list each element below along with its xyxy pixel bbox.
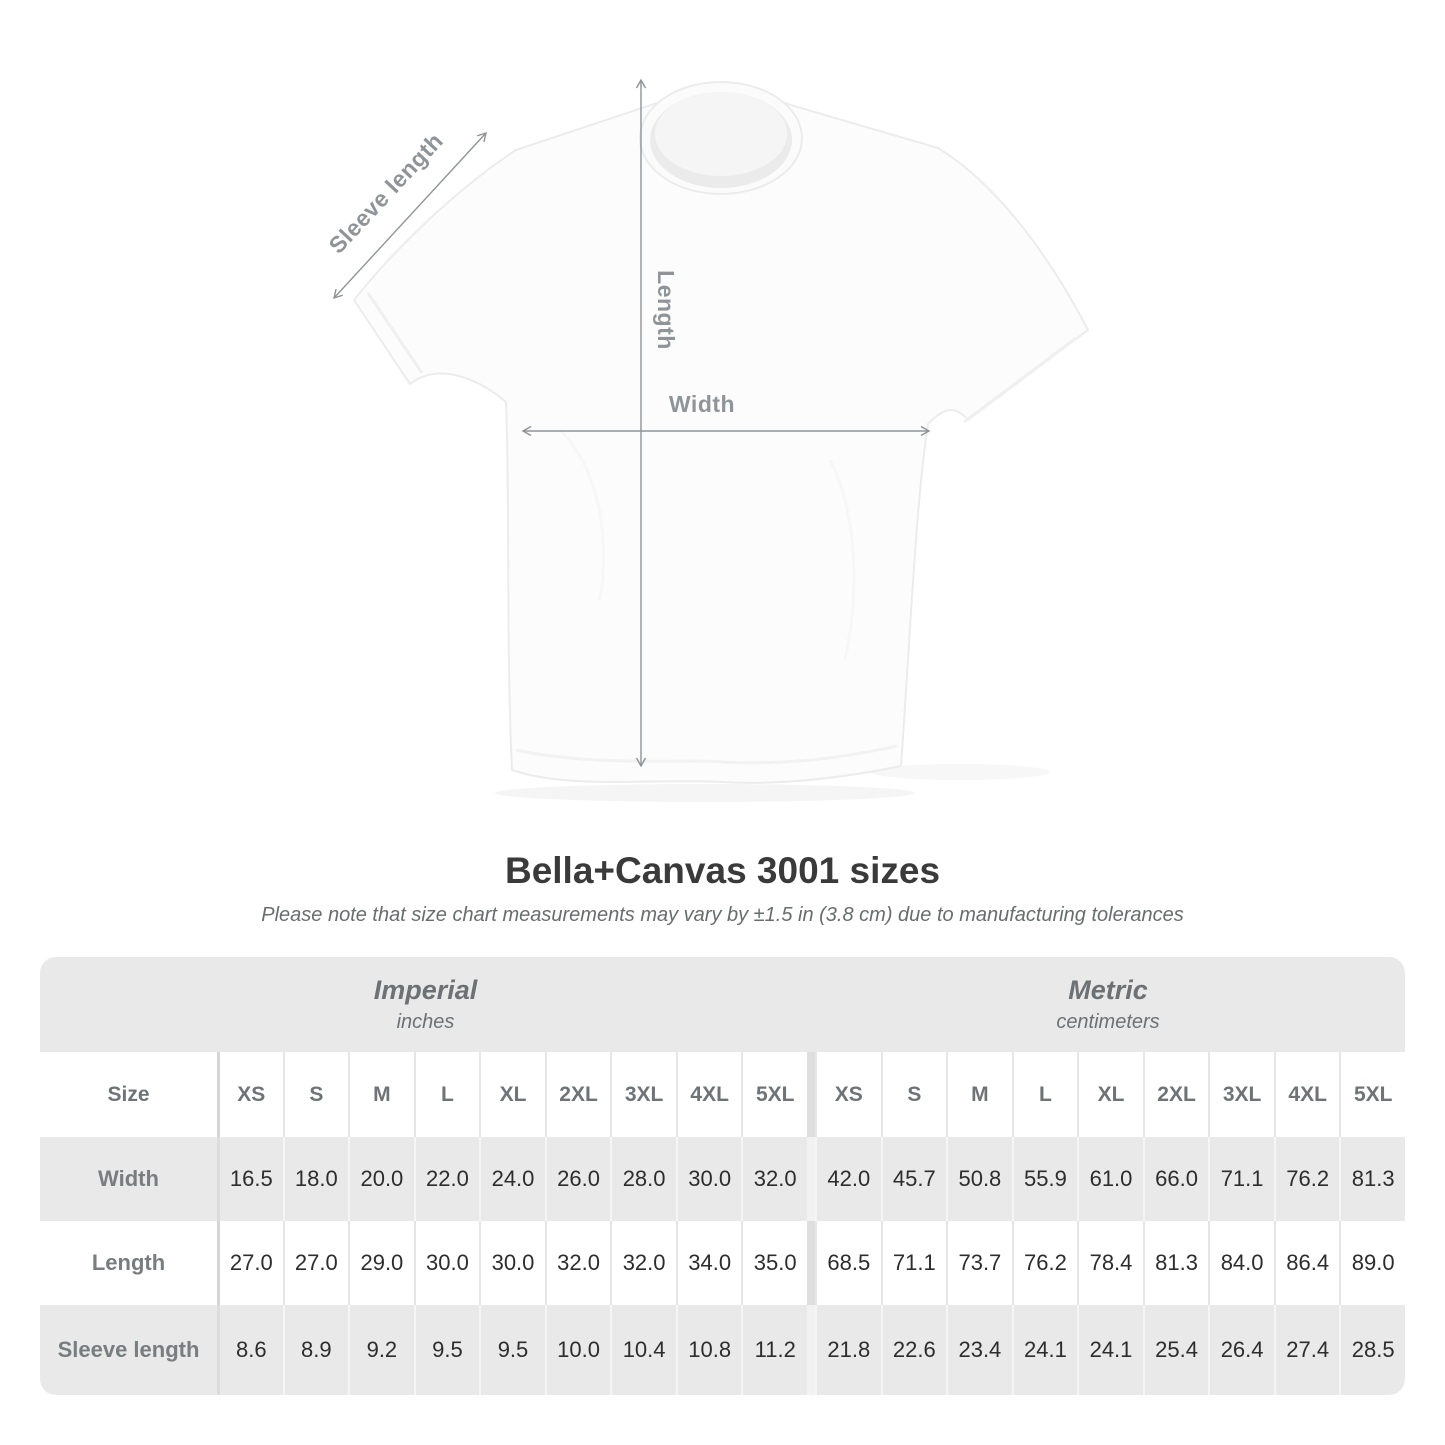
- size-column-header: 5XL: [1339, 1052, 1405, 1137]
- measurement-cell: 9.2: [348, 1305, 414, 1395]
- size-column-header: 3XL: [1208, 1052, 1274, 1137]
- size-column-header: XL: [1077, 1052, 1143, 1137]
- size-column-header: 5XL: [741, 1052, 807, 1137]
- metric-unit: centimeters: [1056, 1011, 1160, 1033]
- measurement-cell: 8.9: [283, 1305, 349, 1395]
- section-divider: [807, 1305, 815, 1395]
- measurement-row: [40, 1221, 1405, 1305]
- measurement-cell: 30.0: [479, 1221, 545, 1305]
- measurement-cell: 26.0: [545, 1137, 611, 1221]
- measurement-cell: 35.0: [741, 1221, 807, 1305]
- size-column-header: 3XL: [610, 1052, 676, 1137]
- page-title: Bella+Canvas 3001 sizes: [504, 850, 941, 891]
- measurement-cell: 45.7: [881, 1137, 947, 1221]
- measurement-cell: 27.4: [1274, 1305, 1340, 1395]
- size-column-header: XS: [217, 1052, 283, 1137]
- measurement-cell: 10.8: [676, 1305, 742, 1395]
- imperial-section-header: [40, 957, 811, 1052]
- section-divider: [807, 1221, 815, 1305]
- measurement-cell: 23.4: [946, 1305, 1012, 1395]
- length-label: Length: [653, 270, 679, 350]
- measurement-cell: 28.0: [610, 1137, 676, 1221]
- measurement-cell: 78.4: [1077, 1221, 1143, 1305]
- size-column-header: M: [348, 1052, 414, 1137]
- measurement-row-label: Length: [91, 1250, 166, 1275]
- measurement-cell: 28.5: [1339, 1305, 1405, 1395]
- size-column-header: 2XL: [545, 1052, 611, 1137]
- measurement-cell: 81.3: [1339, 1137, 1405, 1221]
- measurement-cell: 22.6: [881, 1305, 947, 1395]
- shirt-body: [354, 94, 1088, 783]
- measurement-cell: 27.0: [283, 1221, 349, 1305]
- size-row-header: Size: [107, 1082, 150, 1106]
- measurement-row: [40, 1137, 1405, 1221]
- size-column-header: 2XL: [1143, 1052, 1209, 1137]
- size-column-header: S: [881, 1052, 947, 1137]
- measurement-cell: 29.0: [348, 1221, 414, 1305]
- measurement-cell: 24.1: [1077, 1305, 1143, 1395]
- measurement-row: [40, 1305, 1405, 1395]
- size-column-header: S: [283, 1052, 349, 1137]
- size-chart-grid: [40, 1052, 1405, 1395]
- measurement-cell: 8.6: [217, 1305, 283, 1395]
- size-column-header: XL: [479, 1052, 545, 1137]
- measurement-cell: 61.0: [1077, 1137, 1143, 1221]
- metric-section-header: [811, 957, 1405, 1052]
- unit-header-band: [40, 957, 1405, 1052]
- imperial-title: Imperial: [373, 975, 478, 1005]
- measurement-cell: 27.0: [217, 1221, 283, 1305]
- size-column-header: L: [414, 1052, 480, 1137]
- measurement-row-label: Sleeve length: [57, 1337, 200, 1362]
- measurement-cell: 32.0: [741, 1137, 807, 1221]
- measurement-cell: 10.4: [610, 1305, 676, 1395]
- measurement-cell: 89.0: [1339, 1221, 1405, 1305]
- measurement-cell: 25.4: [1143, 1305, 1209, 1395]
- size-column-header: XS: [815, 1052, 881, 1137]
- size-chart-table: [40, 957, 1405, 1395]
- tolerance-note: Please note that size chart measurements may vary by ±1.5 in (3.8 cm) due to manufacturing tolerances: [261, 904, 1184, 926]
- measurement-cell: 24.0: [479, 1137, 545, 1221]
- imperial-unit: inches: [396, 1011, 455, 1033]
- measurement-cell: 81.3: [1143, 1221, 1209, 1305]
- measurement-cell: 76.2: [1012, 1221, 1078, 1305]
- metric-title: Metric: [1068, 975, 1148, 1005]
- measurement-cell: 22.0: [414, 1137, 480, 1221]
- measurement-cell: 32.0: [545, 1221, 611, 1305]
- measurement-cell: 20.0: [348, 1137, 414, 1221]
- measurement-cell: 86.4: [1274, 1221, 1340, 1305]
- measurement-cell: 30.0: [414, 1221, 480, 1305]
- measurement-cell: 50.8: [946, 1137, 1012, 1221]
- size-header-row: [40, 1052, 1405, 1137]
- hem-shadow: [495, 784, 915, 802]
- measurement-cell: 66.0: [1143, 1137, 1209, 1221]
- measurement-cell: 68.5: [815, 1221, 881, 1305]
- measurement-cell: 55.9: [1012, 1137, 1078, 1221]
- measurement-cell: 10.0: [545, 1305, 611, 1395]
- sleeve-length-label: Sleeve length: [323, 127, 449, 259]
- measurement-cell: 9.5: [479, 1305, 545, 1395]
- measurement-cell: 16.5: [217, 1137, 283, 1221]
- size-column-header: 4XL: [676, 1052, 742, 1137]
- measurement-cell: 76.2: [1274, 1137, 1340, 1221]
- section-divider: [807, 1052, 815, 1137]
- size-column-header: 4XL: [1274, 1052, 1340, 1137]
- measurement-cell: 71.1: [881, 1221, 947, 1305]
- measurement-cell: 24.1: [1012, 1305, 1078, 1395]
- measurement-cell: 32.0: [610, 1221, 676, 1305]
- size-column-header: L: [1012, 1052, 1078, 1137]
- measurement-cell: 21.8: [815, 1305, 881, 1395]
- measurement-cell: 11.2: [741, 1305, 807, 1395]
- measurement-cell: 26.4: [1208, 1305, 1274, 1395]
- size-column-header: M: [946, 1052, 1012, 1137]
- measurement-cell: 9.5: [414, 1305, 480, 1395]
- section-divider: [807, 1137, 815, 1221]
- measurement-cell: 34.0: [676, 1221, 742, 1305]
- measurement-cell: 30.0: [676, 1137, 742, 1221]
- measurement-row-label: Width: [98, 1166, 159, 1191]
- width-label: Width: [668, 391, 736, 417]
- measurement-cell: 42.0: [815, 1137, 881, 1221]
- measurement-cell: 84.0: [1208, 1221, 1274, 1305]
- collar-inner-shade: [655, 92, 787, 176]
- measurement-cell: 73.7: [946, 1221, 1012, 1305]
- measurement-cell: 18.0: [283, 1137, 349, 1221]
- measurement-cell: 71.1: [1208, 1137, 1274, 1221]
